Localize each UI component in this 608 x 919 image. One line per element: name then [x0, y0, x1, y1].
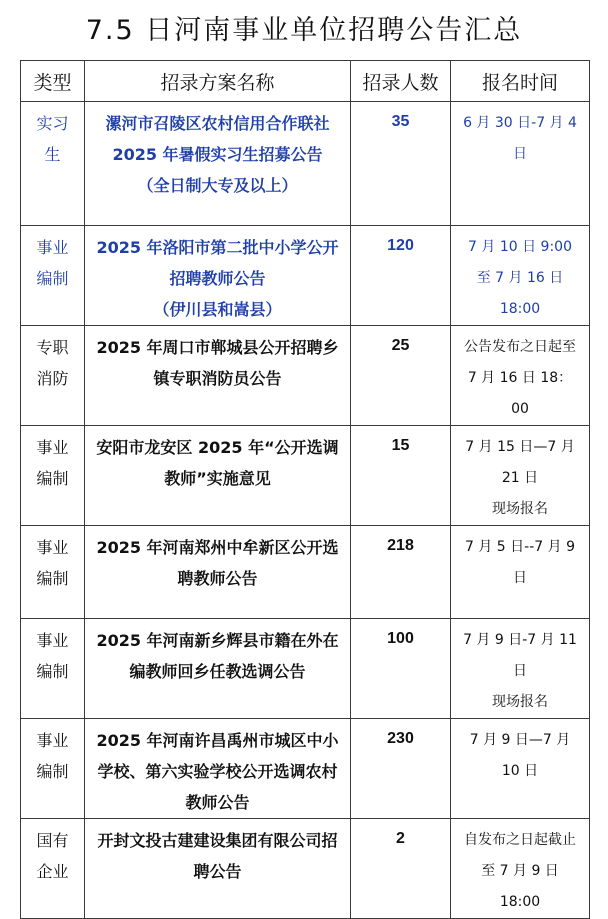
row-time: 7 月 5 日--7 月 9 日 — [451, 526, 590, 619]
row-time: 自发布之日起截止至 7 月 9 日 18:00 — [451, 819, 590, 919]
row-plan-name: 漯河市召陵区农村信用合作联社 2025 年暑假实习生招募公告 （全日制大专及以上） — [85, 102, 351, 226]
table-row — [21, 426, 590, 526]
header-plan-name: 招录方案名称 — [85, 61, 351, 102]
recruitment-table — [20, 60, 590, 919]
row-type: 事业编制 — [21, 526, 85, 619]
row-plan-name: 2025 年河南许昌禹州市城区中小学校、第六实验学校公开选调农村教师公告 — [85, 719, 351, 819]
row-plan-name: 安阳市龙安区 2025 年“公开选调教师”实施意见 — [85, 426, 351, 526]
row-count: 2 — [351, 819, 451, 919]
header-type: 类型 — [21, 61, 85, 102]
row-type: 事业编制 — [21, 426, 85, 526]
table-row — [21, 819, 590, 919]
row-type: 国有企业 — [21, 819, 85, 919]
table-row — [21, 326, 590, 426]
row-time: 7 月 15 日—7 月 21 日 现场报名 — [451, 426, 590, 526]
row-time: 7 月 9 日-7 月 11 日 现场报名 — [451, 619, 590, 719]
header-time: 报名时间 — [451, 61, 590, 102]
table-row — [21, 102, 590, 226]
row-plan-name: 2025 年河南新乡辉县市籍在外在编教师回乡任教选调公告 — [85, 619, 351, 719]
row-plan-name: 2025 年洛阳市第二批中小学公开招聘教师公告 （伊川县和嵩县） — [85, 226, 351, 326]
row-count: 100 — [351, 619, 451, 719]
header-count: 招录人数 — [351, 61, 451, 102]
row-type: 事业编制 — [21, 226, 85, 326]
table-row — [21, 719, 590, 819]
row-time: 公告发布之日起至 7 月 16 日 18：00 — [451, 326, 590, 426]
row-count: 35 — [351, 102, 451, 226]
row-count: 120 — [351, 226, 451, 326]
row-type: 专职消防 — [21, 326, 85, 426]
row-time: 6 月 30 日-7 月 4 日 — [451, 102, 590, 226]
row-type: 事业编制 — [21, 719, 85, 819]
table-row — [21, 526, 590, 619]
table-row — [21, 226, 590, 326]
row-type: 实习生 — [21, 102, 85, 226]
row-plan-name: 开封文投古建建设集团有限公司招聘公告 — [85, 819, 351, 919]
row-plan-name: 2025 年周口市郸城县公开招聘乡镇专职消防员公告 — [85, 326, 351, 426]
table-row — [21, 619, 590, 719]
row-plan-name: 2025 年河南郑州中牟新区公开选聘教师公告 — [85, 526, 351, 619]
table-header-row — [21, 61, 590, 102]
row-count: 218 — [351, 526, 451, 619]
page-title: 7.5 日河南事业单位招聘公告汇总 — [85, 15, 523, 46]
row-type: 事业编制 — [21, 619, 85, 719]
row-count: 230 — [351, 719, 451, 819]
row-time: 7 月 10 日 9:00 至 7 月 16 日 18:00 — [451, 226, 590, 326]
row-time: 7 月 9 日—7 月 10 日 — [451, 719, 590, 819]
row-count: 15 — [351, 426, 451, 526]
row-count: 25 — [351, 326, 451, 426]
